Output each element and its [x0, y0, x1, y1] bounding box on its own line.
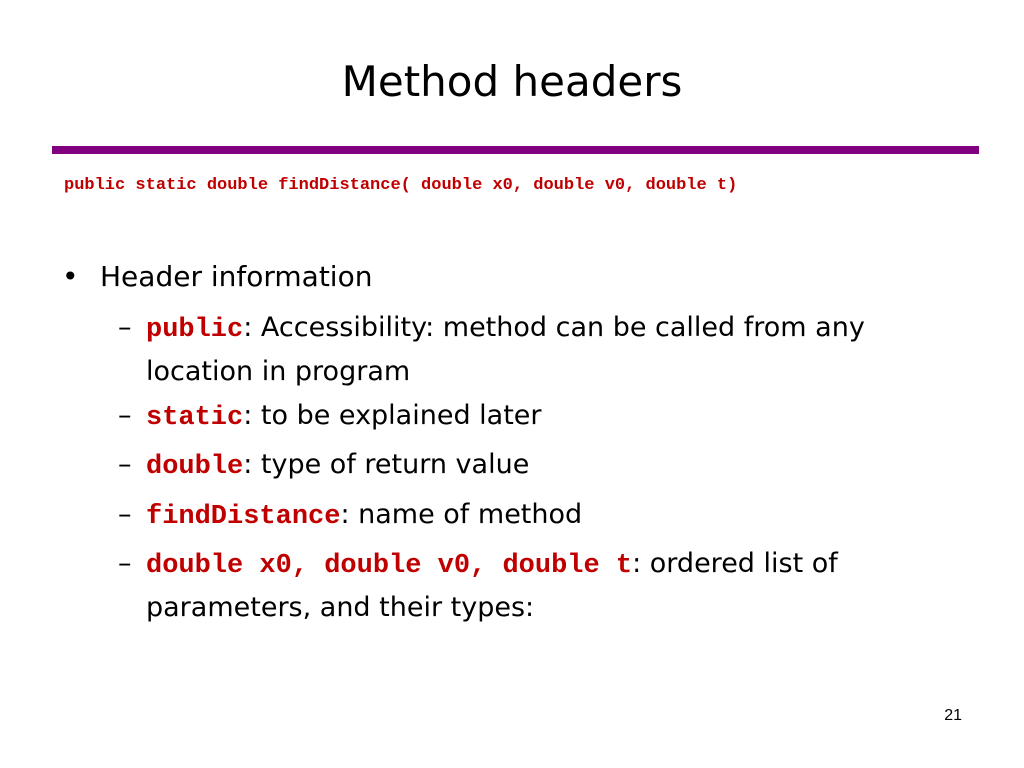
sub-item-find-distance — [118, 494, 978, 538]
keyword-find-distance: findDistance — [146, 502, 341, 532]
separator: : — [632, 548, 642, 579]
bullet-mark: • — [62, 260, 79, 293]
keyword-parameters: double x0, double v0, double t — [146, 551, 633, 581]
description-text: name of method — [349, 499, 583, 530]
separator: : — [243, 312, 253, 343]
description-text: ordered list of parameters, and their types: — [146, 548, 838, 623]
sub-item-parameters — [118, 543, 978, 629]
description-text: Accessibility: method can be called from any location in program — [146, 312, 865, 387]
dash-mark: – — [118, 449, 132, 480]
sub-item-static — [118, 395, 978, 439]
sub-item-body — [146, 543, 978, 629]
dash-mark: – — [118, 312, 132, 343]
separator: : — [243, 449, 253, 480]
keyword-public: public — [146, 315, 244, 345]
sub-item-body — [146, 395, 978, 439]
keyword-static: static — [146, 403, 244, 433]
slide-title: Method headers — [341, 57, 683, 106]
page-number: 21 — [944, 707, 962, 724]
separator: : — [340, 499, 350, 530]
keyword-double: double — [146, 452, 244, 482]
dash-mark: – — [118, 548, 132, 579]
description-text: type of return value — [252, 449, 530, 480]
sub-item-body — [146, 494, 978, 538]
title-divider — [52, 146, 979, 154]
bullet-header-information — [62, 258, 372, 296]
sub-item-body — [146, 444, 978, 488]
sub-item-public — [118, 307, 978, 393]
sub-item-double — [118, 444, 978, 488]
method-signature: public static double findDistance( double x0, double v0, double t) — [64, 176, 738, 195]
description-text: to be explained later — [252, 400, 542, 431]
separator: : — [243, 400, 253, 431]
sub-item-body — [146, 307, 978, 393]
dash-mark: – — [118, 400, 132, 431]
bullet-text: Header information — [100, 260, 373, 293]
dash-mark: – — [118, 499, 132, 530]
